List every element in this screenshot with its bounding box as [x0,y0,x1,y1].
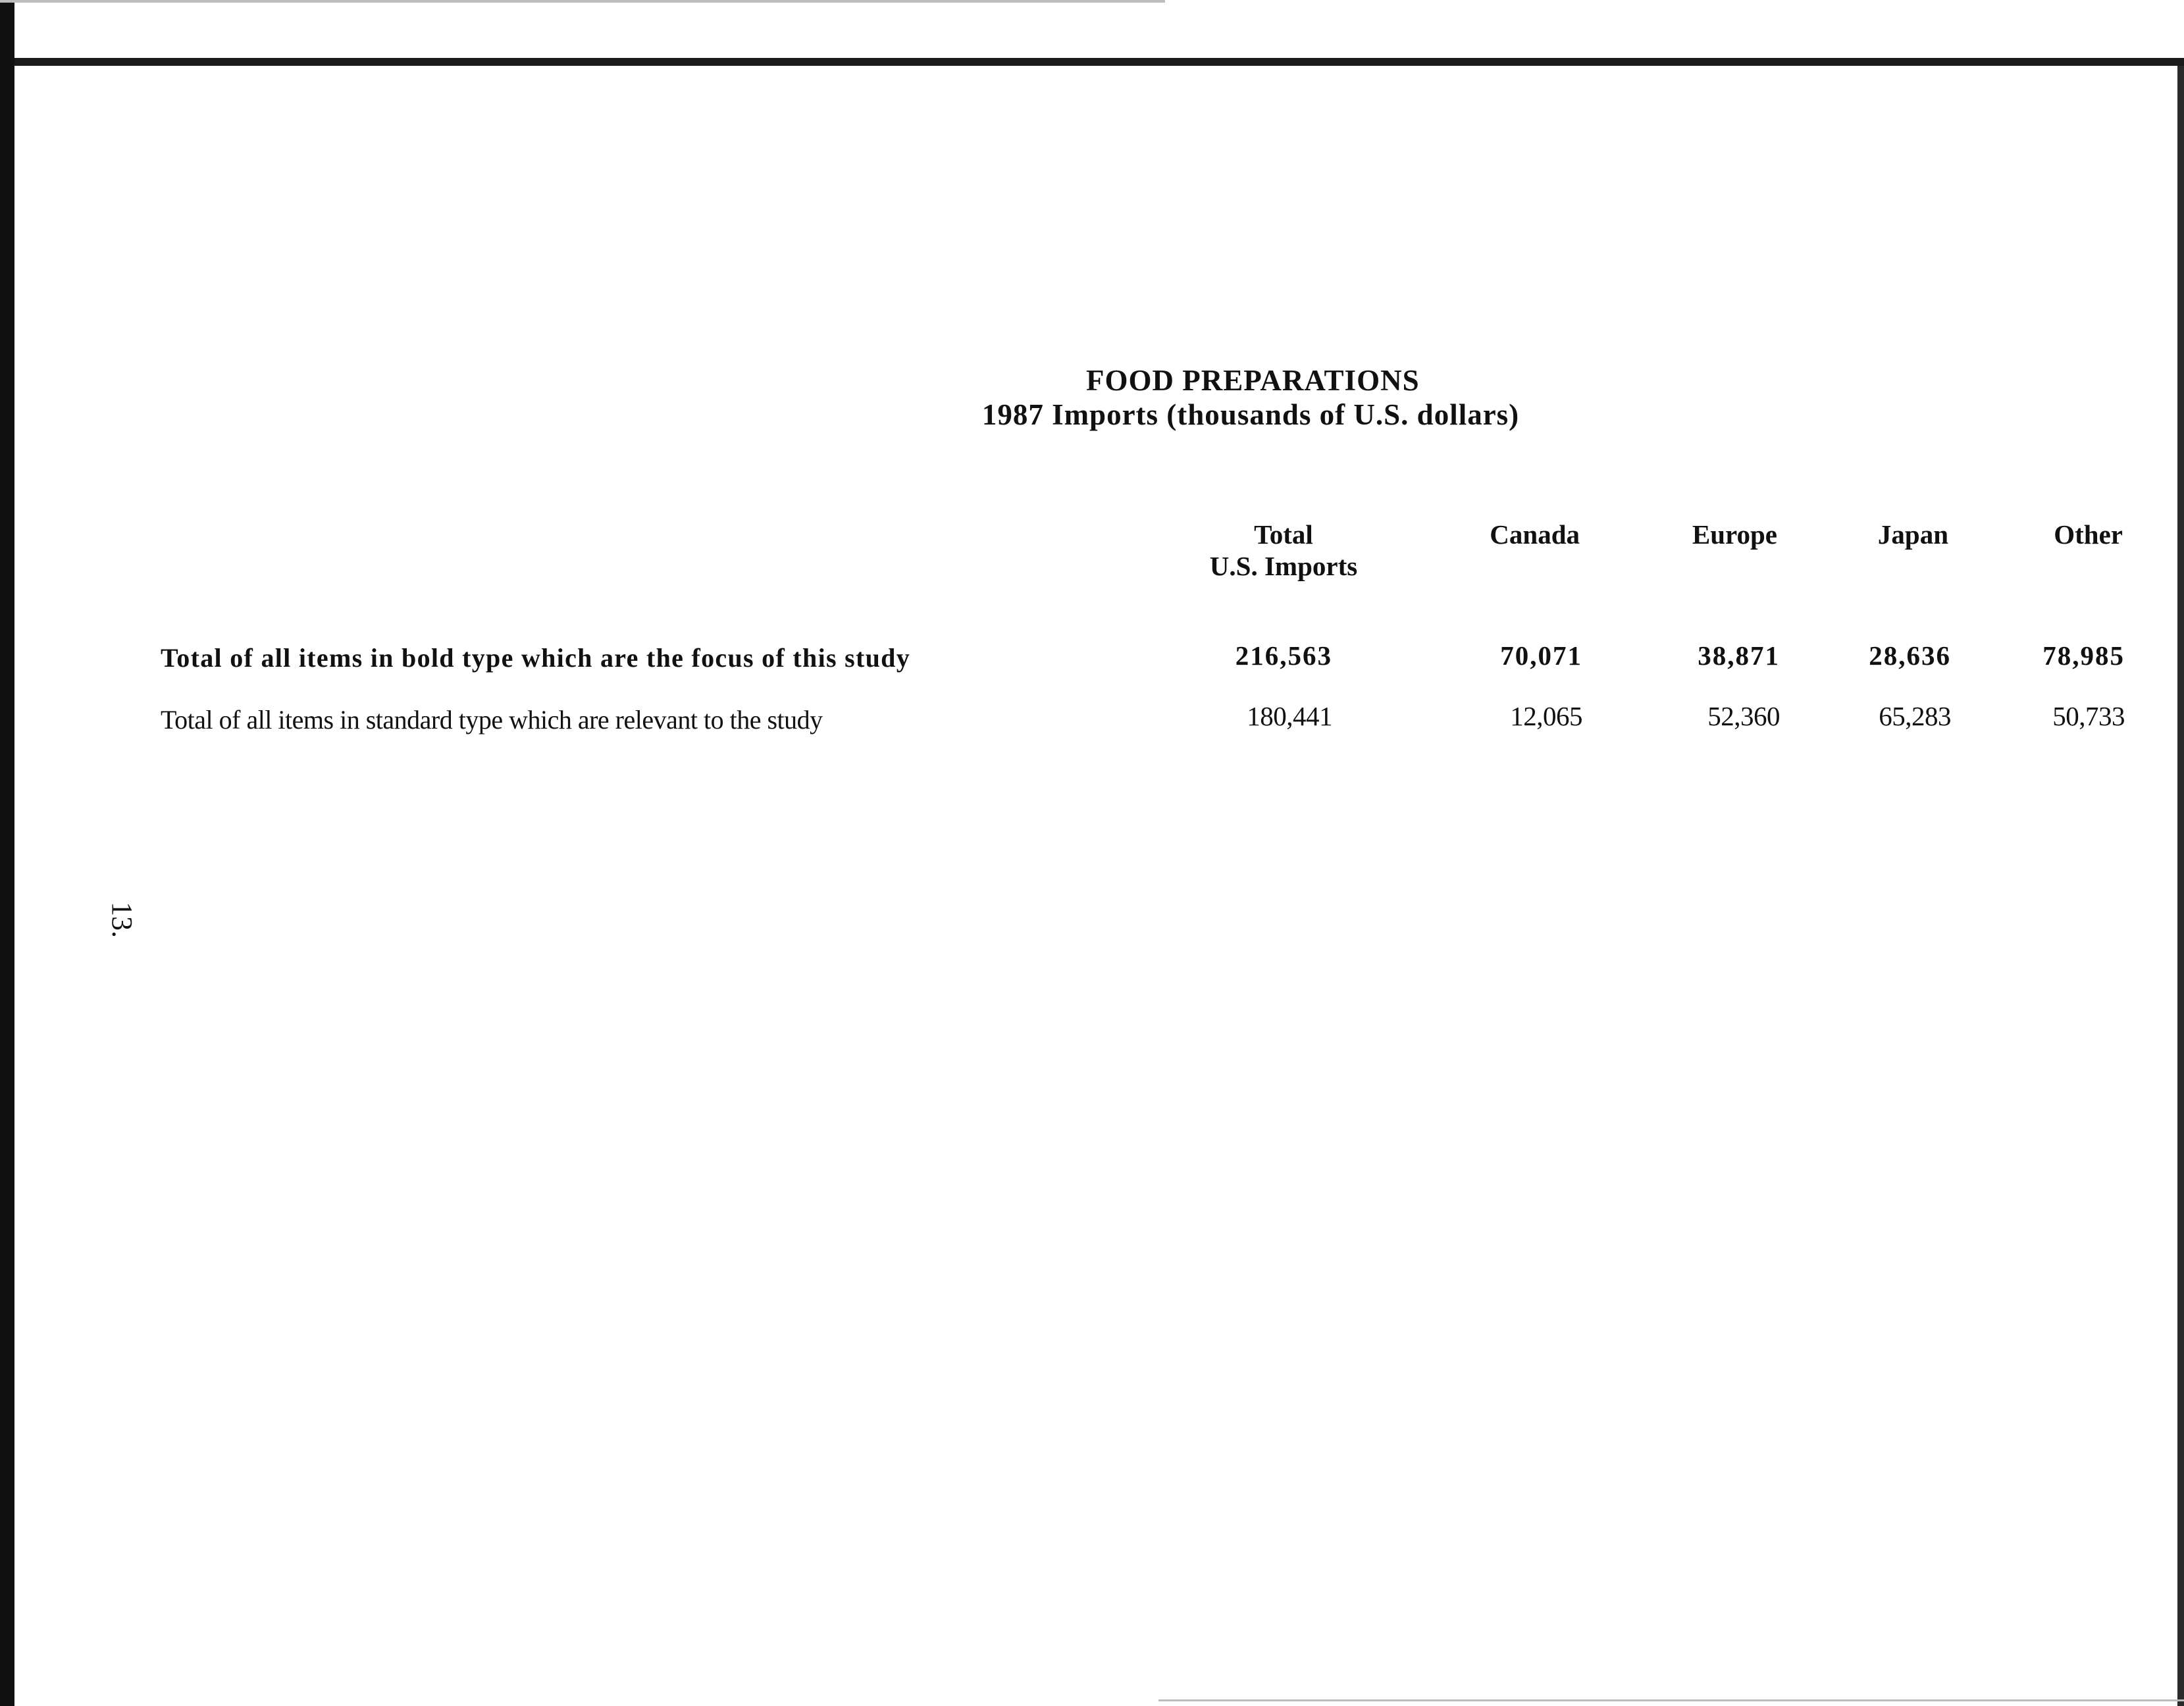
column-header-europe: Europe [1692,519,1777,550]
scan-border [12,58,2184,66]
cell-canada: 70,071 [1500,640,1582,671]
row-label: Total of all items in standard type which are relevant to the study [161,705,823,735]
column-header-total-line1: Total [1254,519,1313,550]
cell-japan: 28,636 [1869,640,1951,671]
column-header-total [1185,519,1382,582]
cell-total: 216,563 [1235,640,1332,671]
cell-other: 78,985 [2042,640,2125,671]
cell-japan: 65,283 [1879,701,1951,731]
cell-europe: 38,871 [1698,640,1780,671]
document-title: FOOD PREPARATIONS [1086,364,1420,397]
scan-border [0,0,1165,3]
cell-canada: 12,065 [1510,701,1582,731]
column-header-total-line2: U.S. Imports [1209,551,1358,581]
cell-other: 50,733 [2052,701,2125,731]
cell-total: 180,441 [1247,701,1332,731]
column-header-canada: Canada [1490,519,1580,550]
cell-europe: 52,360 [1707,701,1780,731]
scan-border [1158,1699,2184,1701]
scan-border [0,26,14,1706]
document-subtitle: 1987 Imports (thousands of U.S. dollars) [981,398,1520,431]
page-number: 13. [106,902,138,938]
column-header-other: Other [2054,519,2123,550]
row-label: Total of all items in bold type which are the focus of this study [161,643,911,673]
column-header-japan: Japan [1877,519,1948,550]
scan-border [2177,66,2184,1706]
